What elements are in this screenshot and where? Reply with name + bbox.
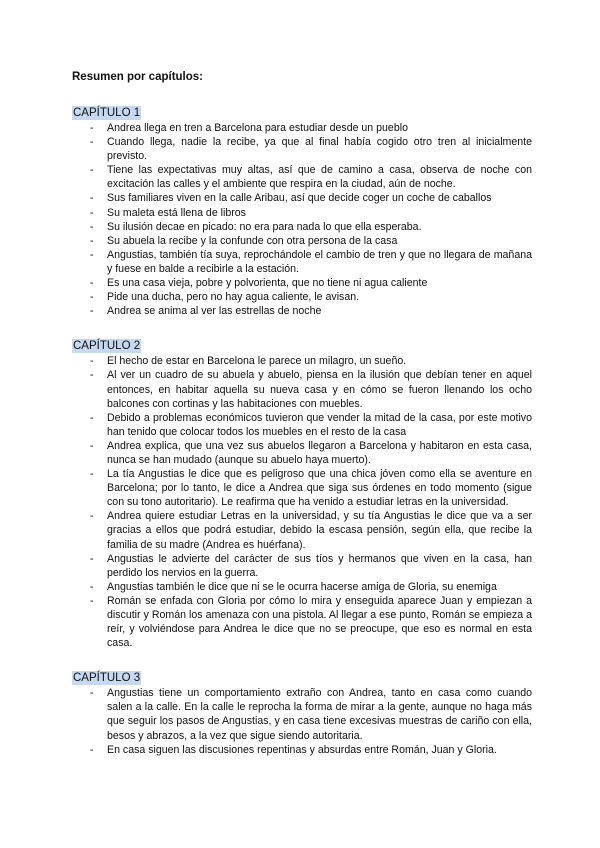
- list-item-text: Andrea se anima al ver las estrellas de noche: [107, 305, 322, 318]
- list-item: [72, 163, 532, 191]
- list-item: [72, 552, 532, 580]
- bullet-dash: -: [90, 439, 94, 452]
- list-item-text: El hecho de estar en Barcelona le parece un milagro, un sueño.: [107, 355, 407, 368]
- bullet-dash: -: [90, 743, 94, 756]
- list-item-text: En casa siguen las discusiones repentinas y absurdas entre Román, Juan y Gloria.: [107, 743, 497, 756]
- bullet-dash: -: [90, 580, 94, 593]
- chapter-heading: CAPÍTULO 3: [73, 672, 141, 685]
- list-item: [72, 439, 532, 467]
- list-item: [72, 368, 532, 410]
- list-item: [72, 276, 532, 290]
- list-item-text: Angustias, también tía suya, reprochándole el cambio de tren y que no llegara de mañana y fuese en balde a recibirle a la estación.: [107, 248, 532, 275]
- list-item-text: Andrea llega en tren a Barcelona para estudiar desde un pueblo: [107, 122, 408, 134]
- list-item-text: Debido a problemas económicos tuvieron que vender la mitad de la casa, por este motivo han tenido que colocar todos los muebles en el resto de la casa: [107, 411, 532, 438]
- bullet-list: [72, 121, 532, 318]
- list-item-text: Es una casa vieja, pobre y polvorienta, que no tiene ni agua caliente: [107, 277, 428, 290]
- list-item-text: Cuando llega, nadie la recibe, ya que al final había cogido otro tren al inicialmente previsto.: [107, 136, 532, 163]
- bullet-dash: -: [90, 510, 94, 523]
- list-item-text: Angustias también le dice que ni se le ocurra hacerse amiga de Gloria, su enemiga: [107, 580, 497, 593]
- chapter-list: [72, 103, 532, 757]
- bullet-dash: -: [90, 687, 94, 700]
- bullet-dash: -: [90, 136, 94, 149]
- list-item: [72, 121, 532, 135]
- list-item: [72, 248, 532, 276]
- document-title: Resumen por capítulos:: [72, 71, 203, 83]
- bullet-dash: -: [90, 594, 94, 607]
- chapter-section: [72, 103, 532, 318]
- chapter-heading: CAPÍTULO 1: [73, 107, 141, 119]
- list-item-text: Angustias le advierte del carácter de sus tíos y hermanos que viven en la casa, han perdido los nervios en la guerra.: [107, 552, 532, 579]
- list-item-text: Al ver un cuadro de su abuela y abuelo, piensa en la ilusión que debían tener en aquel entonces, en habitar aquella su nueva casa y en cómo se fueron llenando los ocho balcones con cortinas y las habitaciones con muebles.: [107, 369, 532, 410]
- document-page: [72, 70, 532, 775]
- list-item: [72, 509, 532, 551]
- list-item-text: Su maleta está llena de libros: [107, 206, 246, 219]
- list-item-text: Tiene las expectativas muy altas, así que de camino a casa, observa de noche con excitación las calles y el ambiente que respira en la ciudad, aún de noche.: [107, 164, 532, 191]
- bullet-dash: -: [90, 468, 94, 481]
- bullet-dash: -: [90, 122, 94, 134]
- bullet-dash: -: [90, 369, 94, 382]
- list-item-text: Su abuela la recibe y la confunde con otra persona de la casa: [107, 234, 398, 247]
- list-item: [72, 594, 532, 650]
- list-item: [72, 411, 532, 439]
- list-item: [72, 290, 532, 304]
- chapter-section: [72, 668, 532, 756]
- list-item-text: Román se enfada con Gloria por cómo lo mira y enseguida aparece Juan y empiezan a discutir y Román los amenaza con una pistola. Al llegar a ese punto, Román se empieza a reír, y volviéndose para Andrea le dice que no se preocupe, que eso es normal en esta casa.: [107, 594, 532, 650]
- bullet-dash: -: [90, 291, 94, 304]
- bullet-dash: -: [90, 277, 94, 290]
- list-item-text: Angustias tiene un comportamiento extraño con Andrea, tanto en casa como cuando salen a la calle. En la calle le reprocha la forma de mirar a la gente, aunque no haga más que seguir los pasos de Angustias, y en casa tiene excesivas muestras de cariño con ella, besos y abrazos, a la vez que sigue siendo autoritaria.: [107, 687, 532, 742]
- bullet-list: [72, 686, 532, 756]
- bullet-dash: -: [90, 220, 94, 233]
- list-item-text: Su ilusión decae en picado: no era para nada lo que ella esperaba.: [107, 220, 422, 233]
- list-item: [72, 304, 532, 318]
- bullet-list: [72, 354, 532, 650]
- list-item: [72, 467, 532, 509]
- list-item: [72, 354, 532, 368]
- list-item: [72, 220, 532, 234]
- list-item: [72, 206, 532, 220]
- bullet-dash: -: [90, 164, 94, 177]
- bullet-dash: -: [90, 248, 94, 261]
- list-item: [72, 135, 532, 163]
- list-item: [72, 234, 532, 248]
- list-item-text: Andrea explica, que una vez sus abuelos llegaron a Barcelona y habitaron en esta casa, nunca se han mudado (aunque su abuelo haya muerto).: [107, 439, 532, 466]
- chapter-heading: CAPÍTULO 2: [73, 340, 141, 353]
- bullet-dash: -: [90, 192, 94, 205]
- list-item-text: Pide una ducha, pero no hay agua caliente, le avisan.: [107, 291, 360, 304]
- bullet-dash: -: [90, 355, 94, 368]
- list-item: [72, 580, 532, 594]
- bullet-dash: -: [90, 552, 94, 565]
- list-item: [72, 686, 532, 742]
- list-item-text: La tía Angustias le dice que es peligroso que una chica jóven como ella se aventure en Barcelona; por lo tanto, le dice a Andrea que siga sus órdenes en todo momento (sigue con su tono autoritario). Le reafirma que ha venido a estudiar letras en la universidad.: [107, 468, 532, 509]
- bullet-dash: -: [90, 411, 94, 424]
- list-item: [72, 743, 532, 757]
- list-item-text: Sus familiares viven en la calle Aribau, así que decide coger un coche de caballos: [107, 192, 492, 205]
- list-item: [72, 191, 532, 205]
- bullet-dash: -: [90, 234, 94, 247]
- list-item-text: Andrea quiere estudiar Letras en la universidad, y su tía Angustias le dice que va a ser gracias a ellos que podrá estudiar, debido la escasa pensión, según ella, que recibe la familia de su madre (Andrea es huérfana).: [107, 510, 532, 551]
- bullet-dash: -: [90, 305, 94, 318]
- bullet-dash: -: [90, 206, 94, 219]
- chapter-section: [72, 336, 532, 650]
